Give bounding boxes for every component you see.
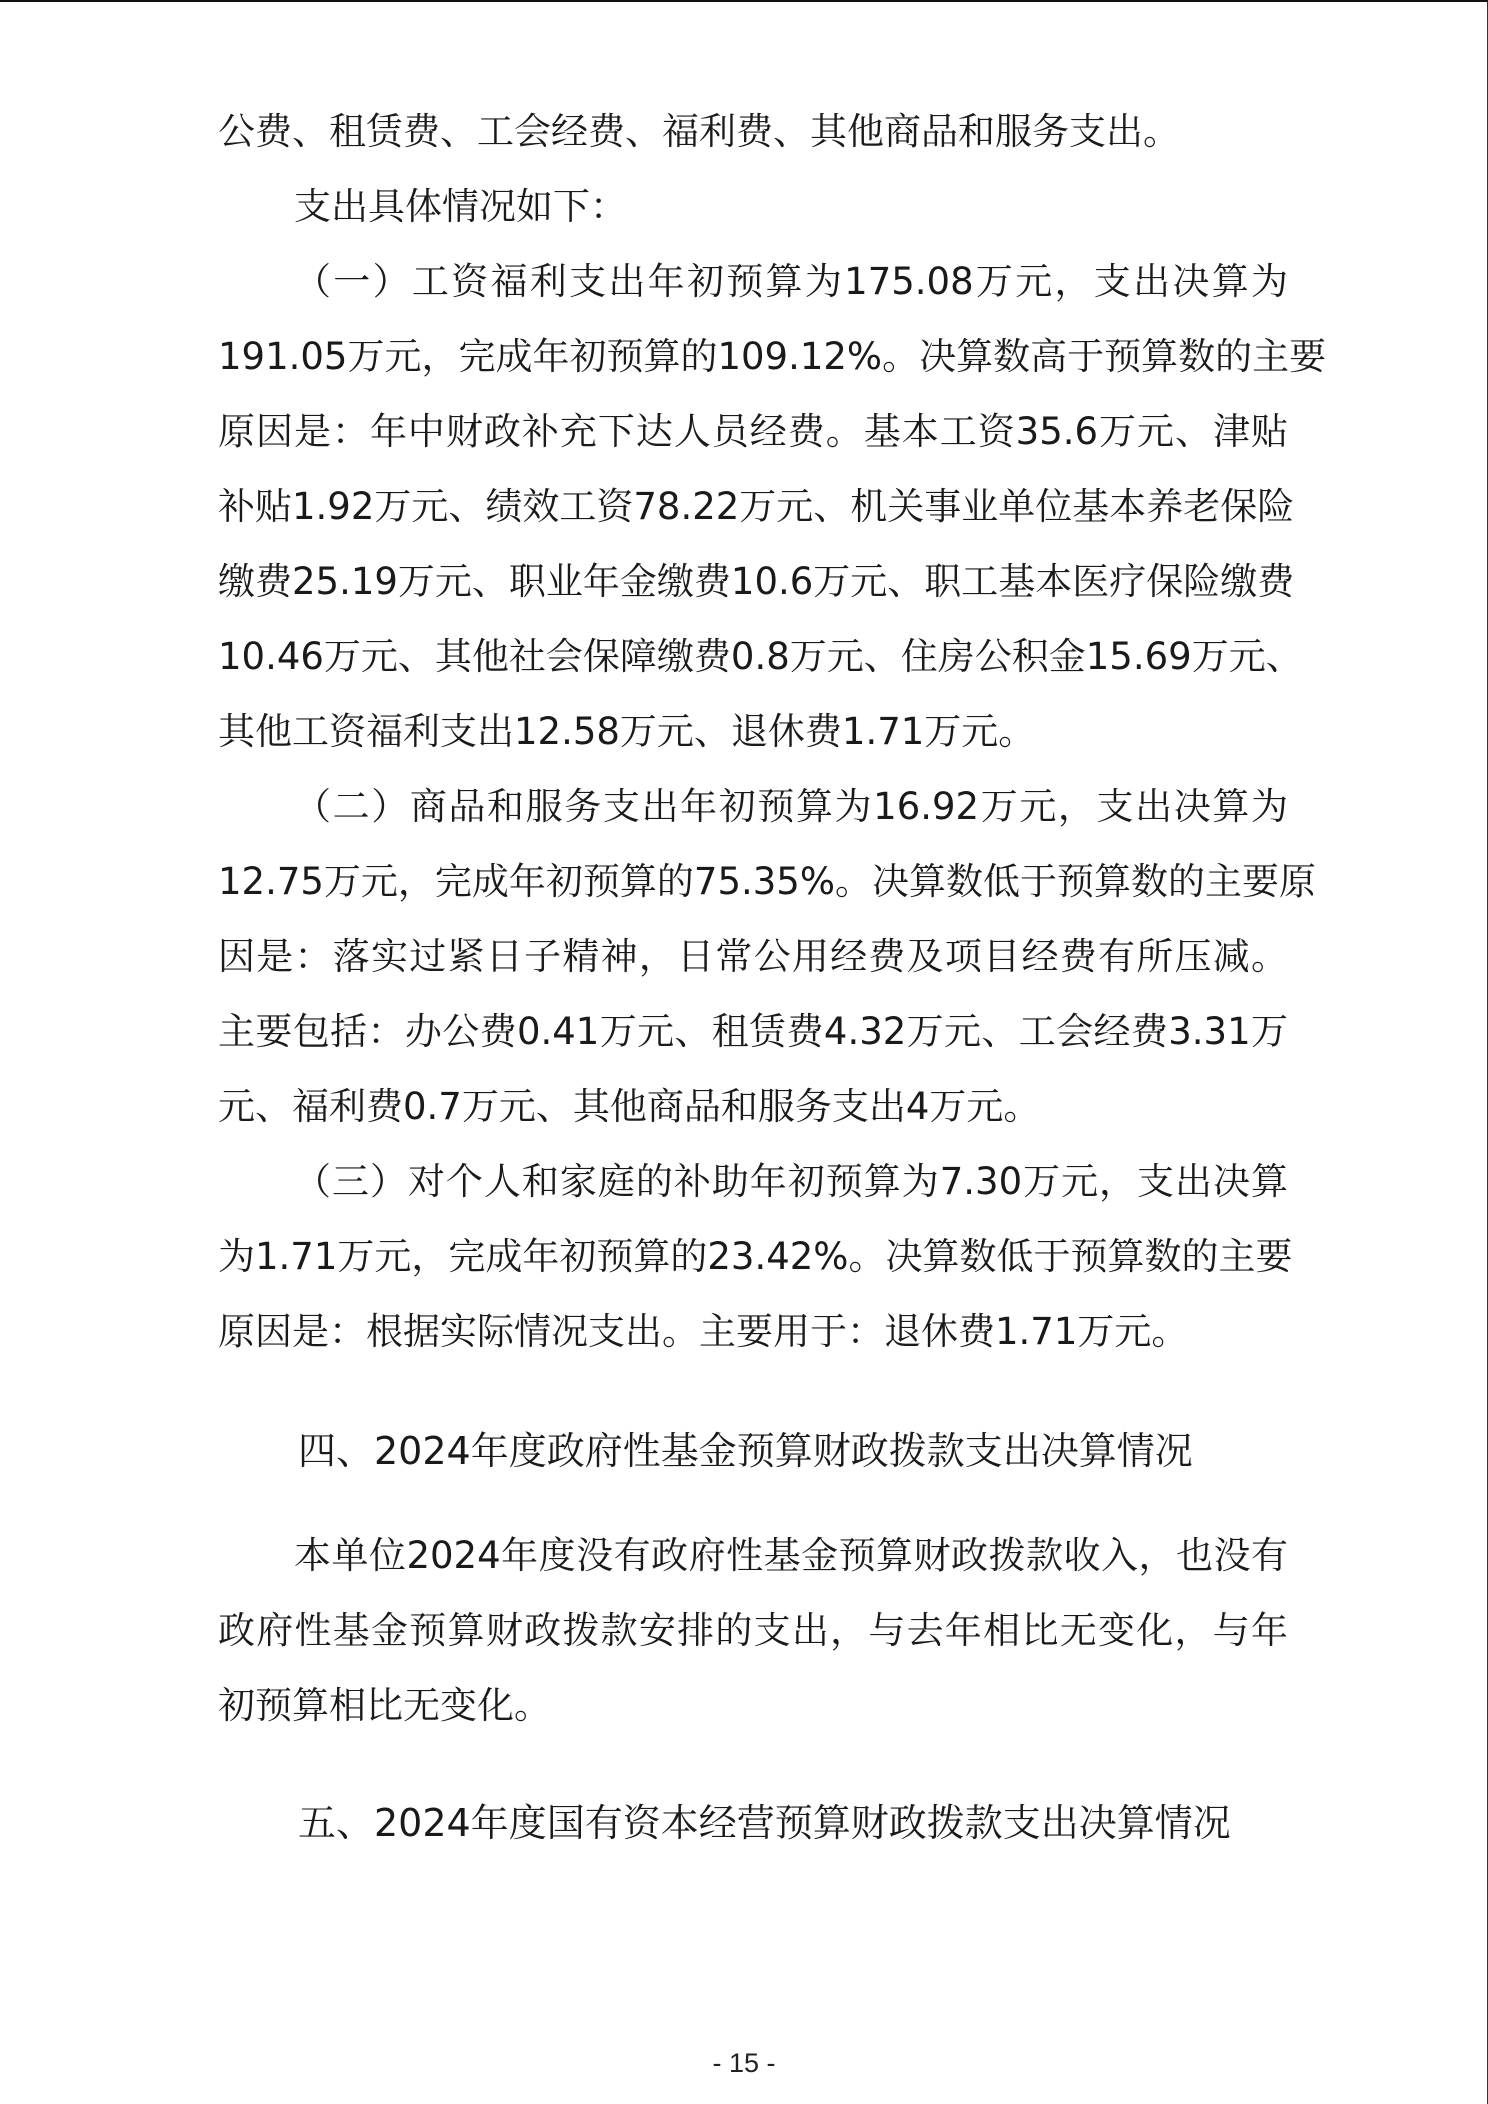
section-heading-4: 四、2024年度政府性基金预算财政拨款支出决算情况 bbox=[298, 1429, 1193, 1473]
section-heading-5: 五、2024年度国有资本经营预算财政拨款支出决算情况 bbox=[298, 1801, 1231, 1845]
paragraph-line: （二）商品和服务支出年初预算为16.92万元，支出决算为 bbox=[294, 785, 1288, 828]
paragraph-item-1 bbox=[218, 244, 1327, 769]
paragraph-line: 10.46万元、其他社会保障缴费0.8万元、住房公积金15.69万元、 bbox=[218, 635, 1303, 678]
paragraph-item-2 bbox=[218, 769, 1317, 1144]
page-number: - 15 - bbox=[712, 2048, 776, 2078]
paragraph-line: 因是：落实过紧日子精神，日常公用经费及项目经费有所压减。 bbox=[218, 935, 1288, 978]
paragraph-line: 元、福利费0.7万元、其他商品和服务支出4万元。 bbox=[218, 1085, 1041, 1128]
paragraph-line: 主要包括：办公费0.41万元、租赁费4.32万元、工会经费3.31万 bbox=[218, 1010, 1288, 1053]
paragraph-line: 支出具体情况如下： bbox=[294, 185, 627, 228]
body-text bbox=[218, 94, 1327, 1369]
paragraph-line: 政府性基金预算财政拨款安排的支出，与去年相比无变化，与年 bbox=[218, 1609, 1288, 1652]
paragraph-line: （一）工资福利支出年初预算为175.08万元，支出决算为 bbox=[294, 260, 1288, 303]
paragraph-item-3 bbox=[218, 1144, 1293, 1369]
paragraph-line: 本单位2024年度没有政府性基金预算财政拨款收入，也没有 bbox=[294, 1534, 1288, 1577]
section-4-body bbox=[218, 1518, 1288, 1743]
paragraph-line: 原因是：根据实际情况支出。主要用于：退休费1.71万元。 bbox=[218, 1310, 1189, 1353]
paragraph-line: 12.75万元，完成年初预算的75.35%。决算数低于预算数的主要原 bbox=[218, 860, 1317, 903]
paragraph-line: 原因是：年中财政补充下达人员经费。基本工资35.6万元、津贴 bbox=[218, 410, 1288, 453]
paragraph-line: 公费、租赁费、工会经费、福利费、其他商品和服务支出。 bbox=[218, 110, 1180, 153]
paragraph-line: 初预算相比无变化。 bbox=[218, 1684, 551, 1727]
paragraph-line: 为1.71万元，完成年初预算的23.42%。决算数低于预算数的主要 bbox=[218, 1235, 1293, 1278]
paragraph-line: 缴费25.19万元、职业年金缴费10.6万元、职工基本医疗保险缴费 bbox=[218, 560, 1295, 603]
paragraph-line: （三）对个人和家庭的补助年初预算为7.30万元，支出决算 bbox=[294, 1160, 1288, 1203]
paragraph-line: 191.05万元，完成年初预算的109.12%。决算数高于预算数的主要 bbox=[218, 335, 1327, 378]
paragraph-line: 其他工资福利支出12.58万元、退休费1.71万元。 bbox=[218, 710, 1036, 753]
paragraph-line: 补贴1.92万元、绩效工资78.22万元、机关事业单位基本养老保险 bbox=[218, 485, 1295, 528]
